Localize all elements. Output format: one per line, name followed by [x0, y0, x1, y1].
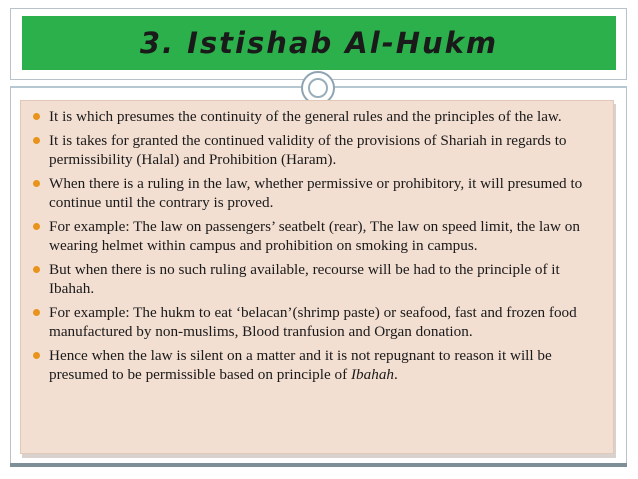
bullet-text: When there is a ruling in the law, whether permissive or prohibitory, it will presumed to continue until the contrary is proved.: [49, 175, 583, 211]
bullet-text: For example: The law on passengers’ seatbelt (rear), The law on speed limit, the law on wearing helmet within campus and prohibition on smoking in campus.: [49, 218, 580, 254]
bullet-dot-icon: [33, 352, 40, 359]
content-box: [20, 100, 614, 454]
bullet-item: [27, 303, 605, 341]
bullet-end: .: [394, 366, 398, 383]
bullet-dot-icon: [33, 113, 40, 120]
bullet-dot-icon: [33, 266, 40, 273]
bullet-item: [27, 346, 605, 384]
bottom-bar: [10, 463, 627, 467]
bullet-text: For example: The hukm to eat ‘belacan’(shrimp paste) or seafood, fast and frozen food manufactured by non-muslims, Blood tranfusion and Organ donation.: [49, 304, 577, 340]
bullet-text: Hence when the law is silent on a matter and it is not repugnant to reason it will be presumed to be permissible based on principle of: [49, 347, 552, 383]
slide-title: 3. Istishab Al-Hukm: [139, 26, 499, 60]
bullet-dot-icon: [33, 223, 40, 230]
bullet-dot-icon: [33, 309, 40, 316]
title-bar: [22, 16, 616, 70]
bullet-text: But when there is no such ruling available, recourse will be had to the principle of it Ibahah.: [49, 261, 560, 297]
bullet-item: [27, 260, 605, 298]
bullet-list: [21, 101, 613, 384]
bullet-item: [27, 131, 605, 169]
bullet-text: It is which presumes the continuity of the general rules and the principles of the law.: [49, 108, 562, 125]
bullet-dot-icon: [33, 180, 40, 187]
bullet-item: [27, 174, 605, 212]
bullet-item: [27, 217, 605, 255]
bullet-emphasis: Ibahah: [351, 366, 395, 383]
circle-inner-ring: [308, 78, 328, 98]
bullet-dot-icon: [33, 137, 40, 144]
bullet-text: It is takes for granted the continued validity of the provisions of Shariah in regards to permissibility (Halal) and Prohibition (Haram).: [49, 132, 567, 168]
bullet-item: [27, 107, 605, 126]
